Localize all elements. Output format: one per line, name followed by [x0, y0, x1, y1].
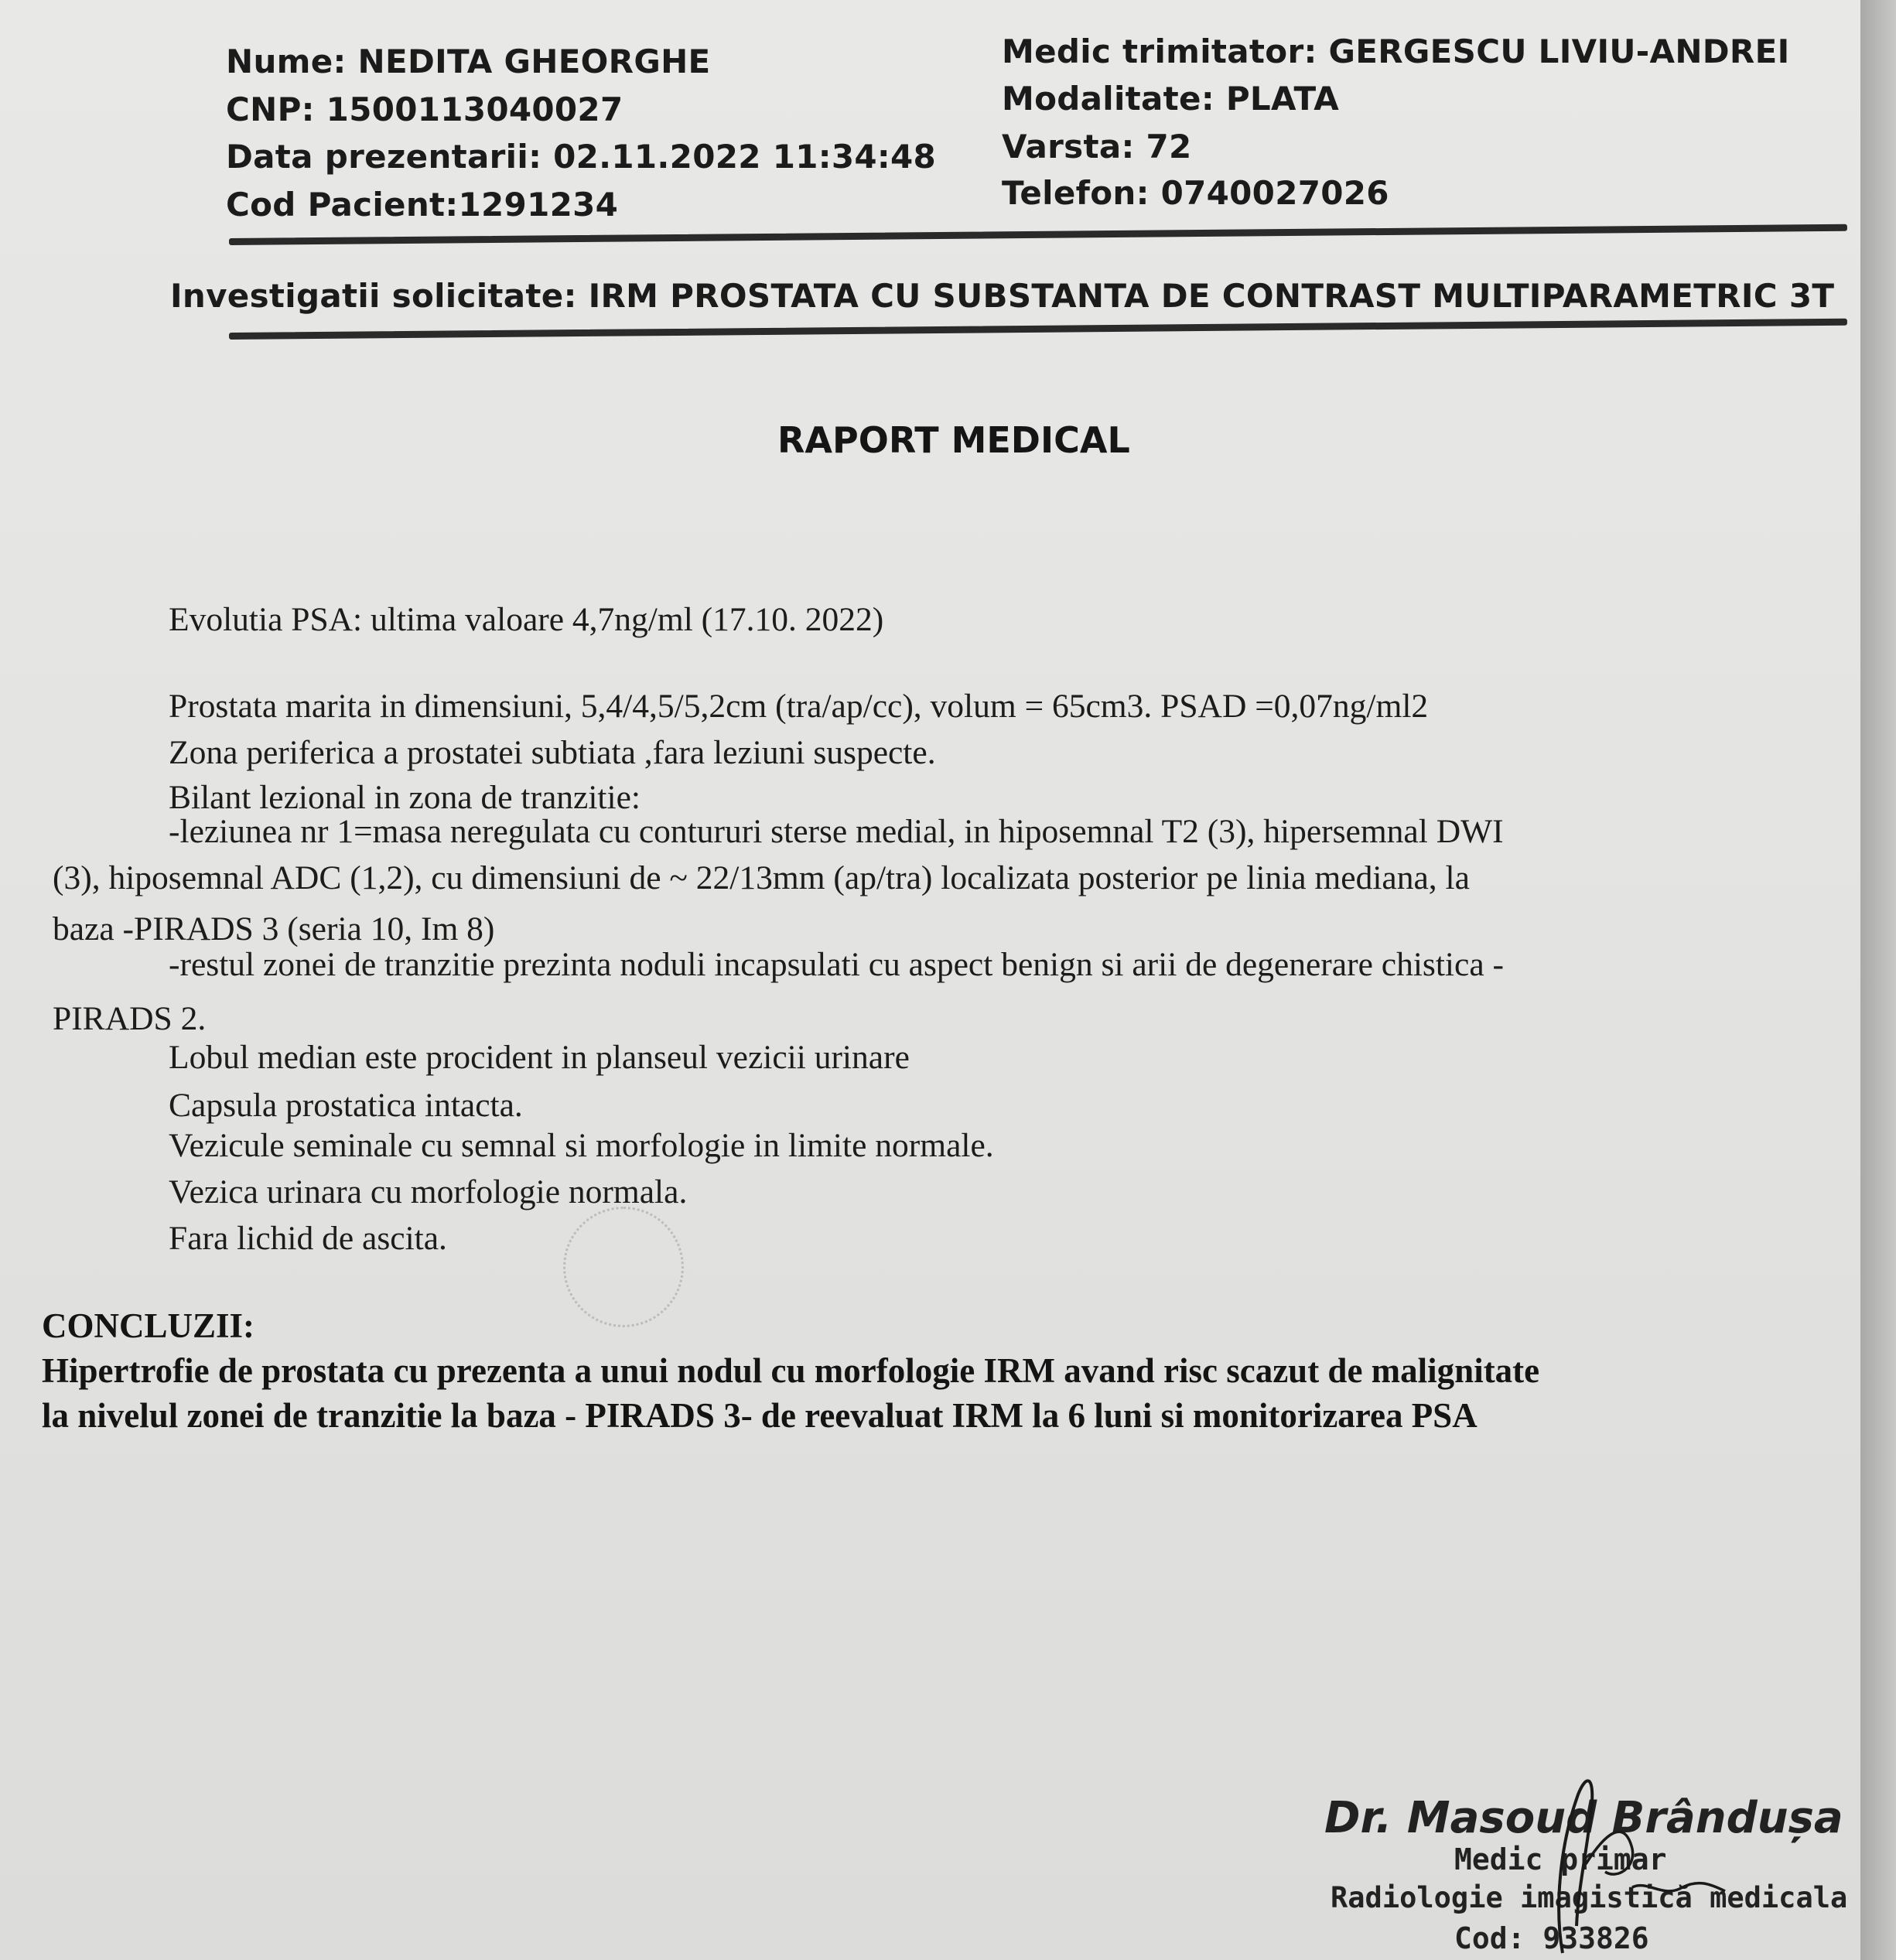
body-line: Prostata marita in dimensiuni, 5,4/4,5/5,2cm (tra/ap/cc), volum = 65cm3. PSAD =0,07ng/ml2 — [169, 688, 1429, 725]
requested-investigation: Investigatii solicitate: IRM PROSTATA CU SUBSTANTA DE CONTRAST MULTIPARAMETRIC 3T — [170, 277, 1835, 315]
patient-age: Varsta: 72 — [1002, 128, 1192, 166]
header-divider-bottom — [229, 319, 1847, 340]
patient-cnp: CNP: 1500113040027 — [226, 90, 623, 128]
presentation-date: Data prezentarii: 02.11.2022 11:34:48 — [226, 138, 937, 176]
body-line: Fara lichid de ascita. — [169, 1220, 447, 1257]
report-title: RAPORT MEDICAL — [777, 419, 1130, 461]
body-line: Bilant lezional in zona de tranzitie: — [169, 779, 641, 816]
conclusions-line: la nivelul zonei de tranzitie la baza - PIRADS 3- de reevaluat IRM la 6 luni si monitorizarea PSA — [42, 1396, 1478, 1435]
referring-doctor: Medic trimitator: GERGESCU LIVIU-ANDREI — [1002, 32, 1790, 70]
body-line: (3), hiposemnal ADC (1,2), cu dimensiuni de ~ 22/13mm (ap/tra) localizata posterior pe linia mediana, la — [53, 859, 1470, 896]
body-line: baza -PIRADS 3 (seria 10, Im 8) — [53, 910, 495, 948]
body-line: Zona periferica a prostatei subtiata ,fara leziuni suspecte. — [169, 734, 936, 771]
stamp-code: Cod: 933826 — [1454, 1921, 1649, 1955]
conclusions-line: Hipertrofie de prostata cu prezenta a unui nodul cu morfologie IRM avand risc scazut de malignitate — [42, 1351, 1540, 1390]
payment-modality: Modalitate: PLATA — [1002, 80, 1340, 118]
body-line: PIRADS 2. — [53, 1000, 207, 1037]
stamp-title: Medic primar — [1454, 1842, 1667, 1876]
body-line: -leziunea nr 1=masa neregulata cu contururi sterse medial, in hiposemnal T2 (3), hipersemnal DWI — [169, 813, 1504, 850]
stamp-specialty: Radiologie imagistică medicala — [1331, 1881, 1848, 1914]
patient-phone: Telefon: 0740027026 — [1002, 174, 1389, 212]
faint-stamp-mark — [563, 1207, 684, 1327]
body-line: Vezica urinara cu morfologie normala. — [169, 1173, 688, 1210]
body-line: Capsula prostatica intacta. — [169, 1087, 523, 1124]
body-line: Vezicule seminale cu semnal si morfologie in limite normale. — [169, 1127, 994, 1164]
stamp-doctor-name: Dr. Masoud Brândușa — [1324, 1793, 1843, 1843]
header-divider-top — [229, 224, 1847, 245]
psa-evolution: Evolutia PSA: ultima valoare 4,7ng/ml (17.10. 2022) — [169, 601, 884, 638]
body-line: Lobul median este procident in planseul vezicii urinare — [169, 1039, 910, 1076]
conclusions-heading: CONCLUZII: — [42, 1306, 255, 1345]
patient-code: Cod Pacient:1291234 — [226, 186, 619, 224]
body-line: -restul zonei de tranzitie prezinta noduli incapsulati cu aspect benign si arii de degenerare chistica - — [169, 946, 1504, 983]
screen-edge — [1860, 0, 1896, 1960]
patient-name: Nume: NEDITA GHEORGHE — [226, 43, 711, 80]
signature-mark — [1532, 1771, 1733, 1960]
